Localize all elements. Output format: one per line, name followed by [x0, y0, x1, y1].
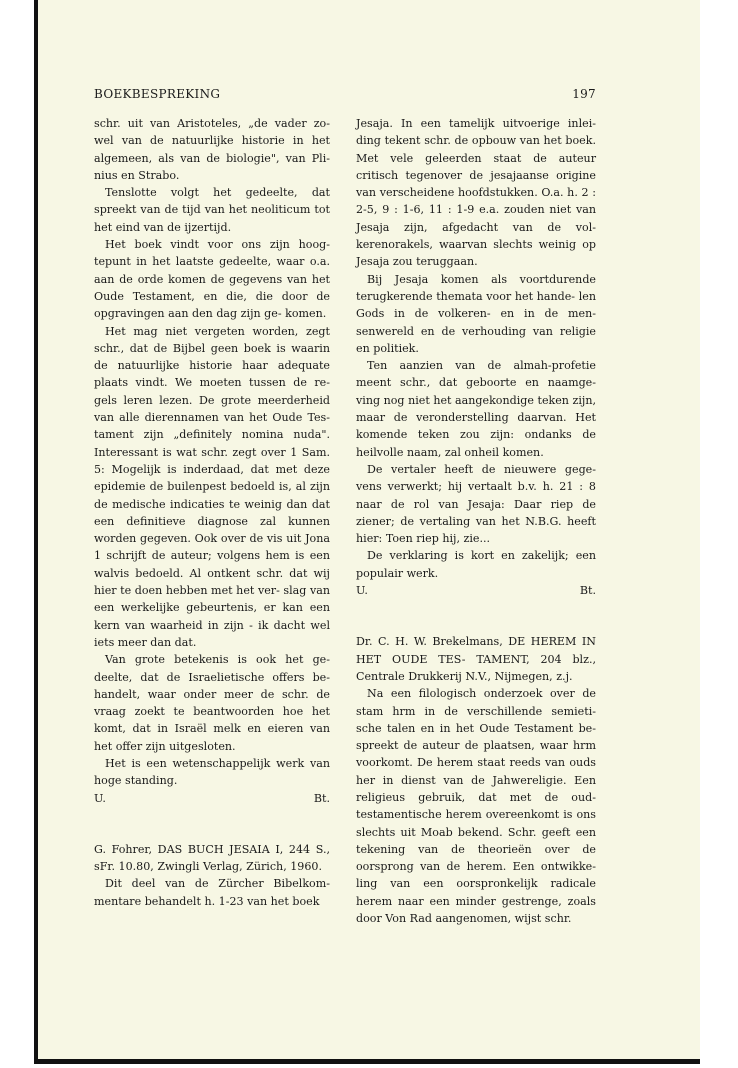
paragraph: Van grote betekenis is ook het ge- deelte, dat de Israelietische offers be- handelt, waar onder meer de schr. de vraag zoekt te beantwoorden hoe het komt, dat in Israël melk en eieren van het offer zijn uitgesloten. [94, 653, 330, 753]
review-entry [94, 841, 330, 910]
paragraph: Dit deel van de Zürcher Bibelkom- mentare behandelt h. 1-23 van het boek [94, 877, 330, 908]
bibliographic-heading: Dr. C. H. W. Brekelmans, DE HEREM IN HET OUDE TES- TAMENT, 204 blz., Centrale Drukkerij N.V., Nijmegen, z.j. [356, 635, 596, 683]
signature-initials: Bt. [313, 791, 330, 805]
page-number: 197 [572, 87, 596, 101]
paragraph: De vertaler heeft de nieuwere gege- vens verwerkt; hij vertaalt b.v. h. 21 : 8 naar de rol van Jesaja: Daar riep de ziener; de vertaling van het N.B.G. heeft hier: Toen riep hij, zie... [356, 462, 596, 546]
paragraph: De verklaring is kort en zakelijk; een populair werk. [356, 549, 596, 580]
paragraph: Jesaja. In een tamelijk uitvoerige inlei- ding tekent schr. de opbouw van het boek. Met vele geleerden staat de auteur critisch tegenover de jesajaanse origine van verscheidene hoofdstukken. O.a. h. 2 : 2-5, 9 : 1-6, 11 : 1-9 e.a. zouden niet van Jesaja zijn, afgedacht van de vol- kerenorakels, waarvan slechts weinig op Jesaja zou teruggaan. [356, 117, 596, 269]
paragraph: Het mag niet vergeten worden, zegt schr., dat de Bijbel geen boek is waarin de natuurlijke historie haar adequate plaats vindt. We moeten tussen de re- gels leren lezen. De grote meerderheid van alle dierennamen van het Oude Tes- tament zijn „definitely nomina nuda". Interessant is wat schr. zegt over 1 Sam. 5: Mogelijk is inderdaad, dat met deze epidemie de builenpest bedoeld is, al zijn de medische indicaties te weinig dan dat een definitieve diagnose zal kunnen worden gegeven. Ook over de vis uit Jona 1 schrijft de auteur; volgens hem is een walvis bedoeld. Al ontkent schr. dat wij hier te doen hebben met het ver- slag van een werkelijke gebeurtenis, er kan een kern van waarheid in zijn - ik dacht wel iets meer dan dat. [94, 324, 330, 649]
paragraph: Na een filologisch onderzoek over de stam hrm in de verschillende semieti- sche talen en in het Oude Testament be- spreekt de auteur de plaatsen, waar hrm voorkomt. De herem staat reeds van ouds her in dienst van de Jahwereligie. Een religieus gebruik, dat met de oud- testamentische herem overeenkomt is ons slechts uit Moab bekend. Schr. geeft een tekening van de theorieën over de oorsprong van de herem. Een ontwikke- ling van een oorspronkelijk radicale herem naar een minder gestrenge, zoals door Von Rad aangenomen, wijst schr. [356, 687, 596, 926]
right-column [356, 115, 596, 927]
paragraph: schr. uit van Aristoteles, „de vader zo- wel van de natuurlijke historie in het algemeen, als van de biologie", van Pli- nius en Strabo. [94, 117, 330, 182]
bibliographic-heading: G. Fohrer, DAS BUCH JESAIA I, 244 S., sFr. 10.80, Zwingli Verlag, Zürich, 1960. [94, 842, 330, 874]
paragraph: Bij Jesaja komen als voortdurende terugkerende themata voor het hande- len Gods in de volkeren- en in de men- senwereld en de verhouding van religie en politiek. [356, 272, 596, 355]
scan-edge-bottom [34, 1059, 700, 1064]
left-column [94, 115, 330, 910]
review-signature [356, 582, 596, 599]
review-entry [356, 633, 596, 927]
paragraph: Het boek vindt voor ons zijn hoog- tepunt in het laatste gedeelte, waar o.a. aan de orde komen de gegevens van het Oude Testament, en die, die door de opgravingen aan den dag zijn ge- komen. [94, 238, 330, 321]
signature-initial: U. [94, 791, 106, 805]
review-signature [94, 790, 330, 807]
signature-initial: U. [356, 584, 368, 598]
scan-edge-left [34, 0, 38, 1062]
running-head: BOEKBESPREKING [94, 87, 221, 101]
paragraph: Ten aanzien van de almah-profetie meent schr., dat geboorte en naamge- ving nog niet het aangekondige teken zijn, maar de veronderstelling daarvan. Het komende teken zou zijn: ondanks de heilvolle naam, zal onheil komen. [356, 359, 596, 459]
paragraph: Tenslotte volgt het gedeelte, dat spreekt van de tijd van het neoliticum tot het eind van de ijzertijd. [94, 186, 330, 234]
paragraph: Het is een wetenschappelijk werk van hoge standing. [94, 756, 330, 788]
signature-initials: Bt. [579, 584, 596, 598]
